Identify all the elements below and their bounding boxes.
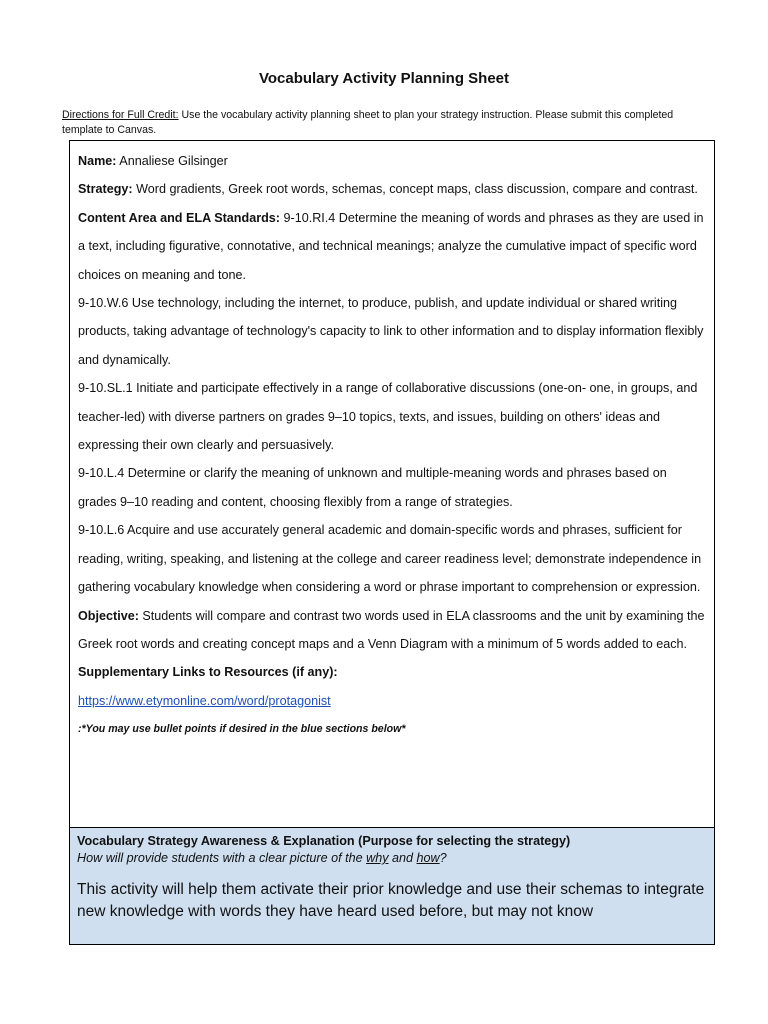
objective-field — [78, 602, 706, 659]
standard-item: 9-10.SL.1 Initiate and participate effectively in a range of collaborative discussions (one-on- one, in groups, and teacher-led) with diverse partners on grades 9–10 topics, texts, and issues, building on others' ideas and expressing their own clearly and persuasively. — [78, 381, 698, 453]
standards-value: 9-10.RI.4 Determine the meaning of words and phrases as they are used in a text, including figurative, connotative, and technical meanings; analyze the cumulative impact of specific word choices on meaning and tone. — [78, 210, 704, 282]
section-response: This activity will help them activate their prior knowledge and use their schemas to integrate new knowledge with words they have heard used before, but may not know — [77, 881, 705, 920]
resource-link[interactable]: https://www.etymonline.com/word/protagonist — [78, 693, 331, 708]
name-field — [78, 147, 706, 175]
page-title: Vocabulary Activity Planning Sheet — [258, 70, 510, 87]
directions-text: Use the vocabulary activity planning sheet to plan your strategy instruction. Please submit this completed template to Canvas. — [62, 109, 674, 136]
strategy-value: Word gradients, Greek root words, schemas, concept maps, class discussion, compare and contrast. — [132, 182, 698, 197]
link-row — [78, 687, 706, 715]
links-label: Supplementary Links to Resources (if any): — [78, 665, 338, 680]
prompt-how: how — [416, 851, 440, 865]
prompt-and: and — [388, 851, 417, 865]
strategy-field — [78, 175, 706, 203]
standard-item: 9-10.L.6 Acquire and use accurately general academic and domain-specific words and phrases, sufficient for reading, writing, speaking, and listening at the college and career readiness level; demonstrate independence in gathering vocabulary knowledge when considering a word or phrase important to comprehension or expression. — [78, 523, 702, 595]
directions-label: Directions for Full Credit: — [62, 109, 179, 121]
section-heading: Vocabulary Strategy Awareness & Explanation (Purpose for selecting the strategy) — [77, 834, 571, 848]
objective-value: Students will compare and contrast two words used in ELA classrooms and the unit by examining the Greek root words and creating concept maps and a Venn Diagram with a minimum of 5 words added to each. — [78, 608, 705, 651]
strategy-awareness-section — [70, 827, 714, 944]
standard-item: 9-10.W.6 Use technology, including the internet, to produce, publish, and update individual or shared writing products, taking advantage of technology's capacity to link to other information and to display information flexibly and dynamically. — [78, 296, 704, 367]
prompt-why: why — [366, 851, 389, 865]
name-label: Name: — [78, 154, 117, 168]
name-value: Annaliese Gilsinger — [116, 154, 228, 168]
standard-item: 9-10.L.4 Determine or clarify the meaning of unknown and multiple-meaning words and phrases based on grades 9–10 reading and content, choosing flexibly from a range of strategies. — [78, 466, 667, 509]
section-prompt — [77, 850, 706, 867]
bullet-note: :*You may use bullet points if desired in the blue sections below* — [78, 723, 406, 736]
standards-label: Content Area and ELA Standards: — [78, 210, 280, 225]
prompt-prefix: How will provide students with a clear picture of the — [77, 851, 367, 865]
prompt-suffix: ? — [439, 851, 447, 865]
directions — [62, 108, 712, 138]
planning-form — [69, 140, 715, 945]
strategy-label: Strategy: — [78, 182, 133, 197]
links-field — [78, 658, 706, 686]
objective-label: Objective: — [78, 608, 139, 623]
form-details-section — [70, 141, 714, 827]
standards-field — [78, 204, 706, 289]
